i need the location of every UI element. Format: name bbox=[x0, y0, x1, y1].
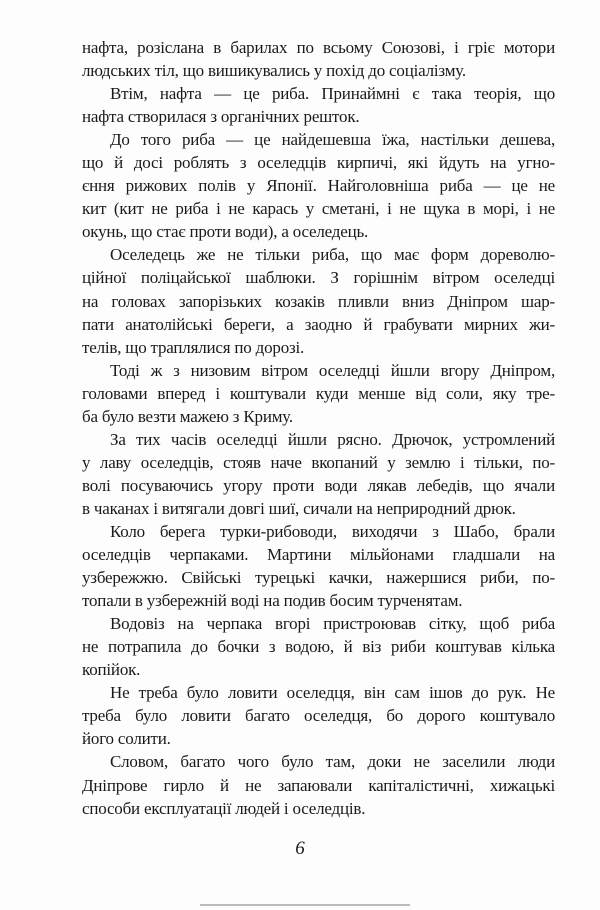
text-line: Коло берега турки-рибоводи, виходячи з Шабо, брали bbox=[110, 521, 555, 541]
text-line: головами вперед і коштували куди менше від соли, яку тре- bbox=[82, 383, 555, 403]
text-line: копійок. bbox=[82, 660, 141, 680]
text-line: За тих часів оселедці йшли рясно. Дрючок, устромлений bbox=[110, 429, 555, 449]
text-line: оселедців черпаками. Мартини мільйонами гладшали на bbox=[82, 545, 555, 565]
text-line: єння рижових полів у Японії. Найголовніша риба — це не bbox=[82, 176, 555, 196]
text-line: ційної поліцайської шаблюки. З горішнім вітром оселедці bbox=[82, 268, 555, 288]
text-line: не потрапила до бочки з водою, й віз риби коштував кілька bbox=[82, 637, 555, 657]
text-line: що й досі роблять з оселедців кирпичі, які йдуть на угно- bbox=[82, 153, 555, 173]
text-line: в чаканах і витягали довгі шиї, сичали на неприродний дрюк. bbox=[82, 498, 516, 518]
text-line: у лаву оселедців, стояв наче вкопаний у землю і тільки, по- bbox=[82, 452, 555, 472]
text-line: узбережжю. Свійські турецькі качки, нажершися риби, по- bbox=[82, 568, 555, 588]
text-line: Дніпрове гирло й не запаювали капіталістичні, хижацькі bbox=[82, 775, 555, 795]
text-line: пати анатолійські береги, а заодно й грабувати мирних жи- bbox=[82, 314, 555, 334]
body-text bbox=[82, 36, 555, 820]
text-line: його солити. bbox=[82, 729, 171, 749]
text-line: волі посуваючись угору проти води лякав лебедів, що ячали bbox=[82, 475, 555, 495]
text-line: Словом, багато чого було там, доки не заселили люди bbox=[110, 752, 555, 772]
text-line: нафта створилася з органічних решток. bbox=[82, 107, 360, 127]
text-line: нафта, розіслана в барилах по всьому Союзові, і гріє мотори bbox=[82, 38, 555, 57]
text-line: на головах запорізьких козаків пливли вниз Дніпром шар- bbox=[82, 291, 555, 311]
text-line: Тоді ж з низовим вітром оселедці йшли вгору Дніпром, bbox=[110, 360, 555, 380]
text-line: способи експлуатації людей і оселедців. bbox=[82, 798, 366, 818]
text-line: топали в узбережній воді на подив босим турченятам. bbox=[82, 591, 463, 611]
text-line: окунь, що стає проти води), а оселедець. bbox=[82, 222, 369, 242]
text-line: До того риба — це найдешевша їжа, настільки дешева, bbox=[110, 130, 555, 150]
text-line: людських тіл, що вишикувались у похід до соціалізму. bbox=[82, 61, 466, 81]
page-number: 6 bbox=[295, 838, 305, 859]
text-line: Не треба було ловити оселедця, він сам ішов до рук. Не bbox=[110, 683, 555, 703]
text-line: телів, що траплялися по дорозі. bbox=[82, 337, 305, 357]
scan-edge-line bbox=[200, 904, 410, 906]
text-line: Оселедець же не тільки риба, що має форм дореволю- bbox=[110, 245, 555, 265]
text-line: Втім, нафта — це риба. Принаймні є така теорія, що bbox=[110, 84, 555, 104]
text-line: кит (кит не риба і не карась у сметані, і не щука в морі, і не bbox=[82, 199, 555, 219]
text-line: ба було везти мажею з Криму. bbox=[82, 406, 293, 426]
text-line: треба було ловити багато оселедця, бо дорого коштувало bbox=[82, 706, 555, 726]
text-line: Водовіз на черпака вгорі пристроював сітку, щоб риба bbox=[110, 614, 555, 634]
